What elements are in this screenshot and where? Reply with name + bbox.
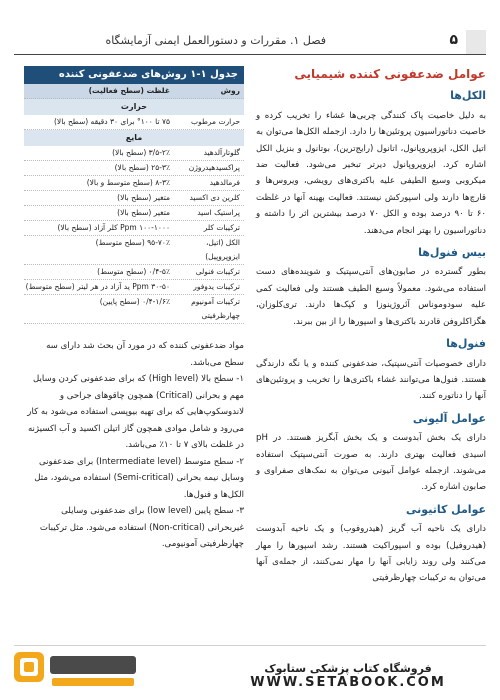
table-cell-method: ترکیبات آمونیوم چهارظرفیتی [191, 297, 240, 320]
table-cell-method: پراکسیدهیدروژن [188, 163, 240, 172]
table-cell-concentration: ۰/۴-۵٪ (سطح متوسط) [97, 267, 170, 276]
section-text-cationic: دارای یک ناحیه آب گریز (هیدروفوب) و یک ناحیه آبدوست (هیدروفیل) بوده و اسپوراکیت هستند. رشد اسپورها را مهار می‌کنند ولی روند زایابی آنها را مهار نمی‌کنند، از جمله‌ی آنها می‌توان به ترکیبات چهارظرفیتی [256, 524, 486, 584]
table-cell-concentration: ۸-۳٪ (سطح متوسط و بالا) [86, 178, 170, 187]
section-title-phenols: فنول‌ها [446, 337, 486, 351]
table-row [24, 221, 244, 236]
table-header-row [24, 84, 244, 99]
table-row [24, 191, 244, 206]
disinfection-levels [24, 338, 244, 553]
level-item: ۳- سطح پایین (low level) برای ضدعفونی وسایلی غیربحرانی (Non-critical) استفاده می‌شود. مثل ترکیبات چهارظرفیتی آمونیومی. [39, 506, 244, 549]
table-cell-concentration: ۱۰۰-۱۰۰۰ Ppm کلر آزاد (سطح بالا) [57, 223, 170, 232]
table-cell-concentration: ۳۰-۵۰ Ppm ید آزاد در هر لیتر (سطح متوسط) [25, 282, 170, 291]
table-band-liquid: مایع [24, 130, 244, 146]
level-item: ۲- سطح متوسط (Intermediate level) برای ضدعفونی وسایل نیمه بحرانی (Semi-critical) استفاده می‌شود، مثل الکل‌ها و فنول‌ها. [34, 456, 244, 500]
section-title-alcohols: الکل‌ها [450, 89, 486, 103]
store-name: فروشگاه کتاب پزشکی ستابوک [264, 662, 432, 675]
section-text-alcohols: به دلیل خاصیت پاک کنندگی چربی‌ها غشاء را تخریب کرده و خاصیت دناتوراسیون پروتئین‌ها را دارد. ازجمله الکل‌ها می‌توان به اتیل الکل، ایزوپروپانول، اتانول (رایج‌ترین)، بوتانول و بنزیل الکل اشاره کرد. ایزوپروپانول دیرتر تبخیر می‌شود. فعالیت ضد میکروبی وسیع الطیفی علیه باکتری‌های رویشی، ویروس‌ها و قارچ‌ها دارند ولی اسپورکش نیستند. فعالیت بهینه آنها در غلظت ۶۰ تا ۹۰ درصد بوده و الکل ۷۰ درصد بیشترین اثر را داشته و دناتوراسیون را بهتر انجام می‌دهند. [256, 110, 487, 236]
disinfection-table [24, 66, 244, 324]
table-cell-method: گلوتارآلدهید [203, 148, 240, 157]
footer-divider [14, 645, 486, 646]
table-cell-concentration: ۲۵-۳٪ (سطح بالا) [114, 163, 170, 172]
table-cell-method: ترکیبات فنولی [195, 267, 240, 276]
table-band-heat: حرارت [24, 99, 244, 115]
chapter-title: فصل ۱. مقررات و دستورالعمل ایمنی آزمایشگاه [105, 34, 326, 47]
table-cell-concentration: متغیر (سطح بالا) [117, 208, 170, 217]
table-cell-concentration: ۷۵ تا ۱۰۰° برای ۳۰ دقیقه (سطح بالا) [54, 117, 170, 126]
levels-intro: مواد ضدعفونی کننده که در مورد آن بحث شد دارای سه سطح می‌باشد. [46, 341, 244, 368]
section-text-anionic: دارای یک بخش آبدوست و یک بخش آبگریز هستند. در pH اسیدی فعالیت بهتری دارند. به صورت آنتی‌سپتیک استفاده می‌شوند. ازجمله عوامل آنیونی می‌توان به نمک‌های صفراوی و صابون اشاره کرد. [256, 433, 486, 493]
table-cell-concentration: متغیر (سطح بالا) [117, 193, 170, 202]
logo-icon [12, 648, 142, 692]
page-number: ۵ [449, 32, 458, 48]
table-cell-method: پراستیک اسید [197, 208, 240, 217]
table-cell-concentration: ۰/۴-۱/۶٪ (سطح پایین) [99, 297, 170, 306]
section-text-phenols: دارای خصوصیات آنتی‌سپتیک، ضدعفونی کننده و یا نگه دارندگی هستند. فنول‌ها می‌توانند غشاء باکتری‌ها را تخریب و پروتئین‌های آنها را دناتوره کنند. [256, 358, 486, 402]
store-url[interactable]: WWW.SETABOOK.COM [250, 675, 446, 690]
left-column [24, 66, 244, 553]
table-cell-method: فرمالدهید [209, 178, 240, 187]
table-cell-concentration: ۳/۵-۲٪ (سطح بالا) [112, 148, 170, 157]
table-header-method: روش [220, 86, 240, 95]
table-row [24, 265, 244, 280]
table-row [24, 206, 244, 221]
table-cell-method: ترکیبات یدوفور [193, 282, 240, 291]
section-text-bisphenols: بطور گسترده در صابون‌های آنتی‌سپتیک و شوینده‌های دست استفاده می‌شود. معمولاً وسیع الطیف هستند ولی فعالیت کمی علیه سودوموناس آئروژینوزا و کپک‌ها دارند. تری‌کلوزان، هگزاکلروفن قادرند باکتری‌ها و اسپورها را از بین ببرند. [256, 267, 486, 327]
table-row [24, 146, 244, 161]
footer-store-info [218, 662, 478, 690]
header-tab-mark [466, 30, 486, 54]
table-row [24, 115, 244, 130]
setabook-logo [12, 648, 142, 692]
table-cell-method: ترکیبات کلر [203, 223, 240, 232]
table-row [24, 236, 244, 265]
level-item: ۱- سطح بالا (High level) که برای ضدعفونی کردن وسایل مهم و بحرانی (Critical) همچون چاقوهای جراحی و لاندوسکوپ‌هایی که برای تهیه بیوپسی استفاده می‌شود به کار می‌رود و شامل موادی همچون گاز اتیلن اکسید و آب اکسیژنه در غلظت بالای ۷ تا ۱۰٪ می‌باشد. [27, 374, 244, 450]
right-column [256, 66, 486, 648]
table-row [24, 295, 244, 324]
table-header-concentration: غلظت (سطح فعالیت) [88, 86, 170, 95]
table-row [24, 161, 244, 176]
table-row [24, 280, 244, 295]
table-cell-method: الکل (اتیل، ایزوپروپیل) [205, 238, 240, 261]
table-cell-method: کلرین دی اکسید [189, 193, 240, 202]
section-title-cationic: عوامل کاتیونی [406, 502, 486, 516]
page-header [14, 30, 486, 55]
table-cell-method: حرارت مرطوب [191, 117, 240, 126]
table-title: جدول ۱-۱ روش‌های ضدعفونی کننده [24, 66, 244, 84]
section-title-bisphenols: بیس فنول‌ها [418, 246, 486, 260]
main-title: عوامل ضدعفونی کننده شیمیایی [294, 67, 486, 81]
table-cell-concentration: ۹۵-۷۰٪ (سطح متوسط) [95, 238, 170, 247]
section-title-anionic: عوامل آلیونی [412, 411, 486, 425]
table-row [24, 176, 244, 191]
